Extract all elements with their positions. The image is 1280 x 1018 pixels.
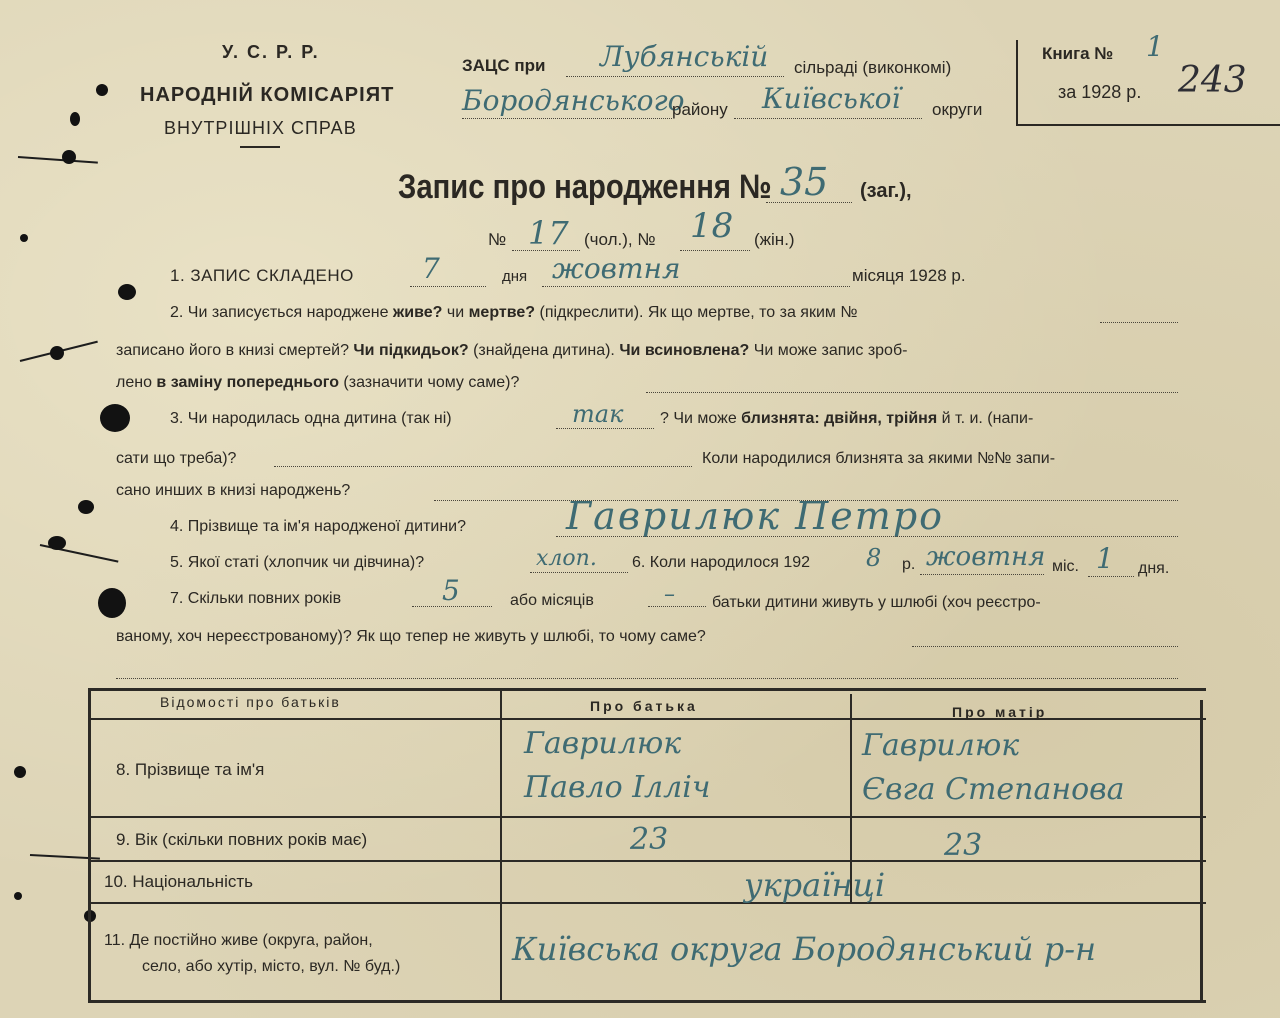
table-row-line [88, 816, 1206, 818]
row11-label-line2: село, або хутір, місто, вул. № буд.) [142, 958, 401, 975]
q7-line1c: батьки дитини живуть у шлюбі (хоч реєстро- [712, 594, 1041, 611]
q7-months-handwritten: – [664, 582, 675, 607]
q3-answer-line [556, 428, 654, 429]
district-suffix: району [672, 100, 728, 119]
q3-text-a: 3. Чи народилась одна дитина (так ні) [170, 410, 452, 427]
q4-label: 4. Прізвище та ім'я народженої дитини? [170, 518, 467, 535]
table-col-line [500, 690, 502, 1002]
q2-foundling: Чи підкидьок? [353, 342, 469, 359]
female-number-line [680, 250, 750, 251]
q6-year-handwritten: 8 [866, 544, 882, 572]
binder-hole [78, 500, 94, 514]
q1-day-line [410, 286, 486, 287]
q3-line1-rest [660, 410, 1033, 428]
table-row-line [88, 860, 1206, 862]
q3-line3: сано инших в книзі народжень? [116, 482, 351, 499]
q5-answer-line [530, 572, 628, 573]
q3-line2a: сати що треба)? [116, 450, 237, 467]
q7-line2: ваному, хоч нереєстрованому)? Як що тепер не живуть у шлюбі, то чому саме? [116, 628, 706, 645]
q6-day-label: дня. [1138, 560, 1170, 577]
row9-mother-age: 23 [944, 828, 983, 863]
male-label: (чол.), № [584, 230, 656, 249]
okrug-line [734, 118, 922, 119]
record-number-handwritten: 35 [780, 160, 829, 204]
q6-label: 6. Коли народилося 192 [632, 554, 811, 571]
row9-father-age: 23 [630, 822, 669, 857]
table-border-bottom [88, 1000, 1206, 1003]
q2-line1-fill [1100, 322, 1178, 323]
q3-line2-fill [274, 466, 692, 467]
q1-label: 1. ЗАПИС СКЛАДЕНО [170, 266, 354, 285]
q2-text-h: (зазначити чому саме)? [343, 374, 520, 391]
record-number-line [766, 202, 852, 203]
q1-month-label: місяця 1928 р. [852, 266, 966, 285]
q7-months-line [648, 606, 706, 607]
zags-prefix: ЗАЦС при [462, 56, 546, 75]
table-header-father: Про батька [590, 698, 698, 714]
row8-label: 8. Прізвище та ім'я [116, 760, 265, 779]
q6-day-line [1088, 576, 1134, 577]
q7-line1b: або місяців [510, 592, 594, 609]
row10-label: 10. Національність [104, 872, 253, 891]
q6-year-suffix: р. [902, 556, 916, 573]
q3-line1 [170, 410, 452, 428]
binder-hole [118, 284, 136, 300]
table-header-mother: Про матір [952, 704, 1048, 720]
q2-line1 [170, 304, 858, 322]
q2-alive: живе? [392, 304, 443, 321]
binder-hole [14, 766, 26, 778]
republic-label: У. С. Р. Р. [222, 42, 320, 62]
tear-mark [18, 156, 98, 164]
q2-line2 [116, 342, 907, 360]
female-label: (жін.) [754, 230, 795, 249]
q2-text-c: (підкреслити). Як що мертве, то за яким № [539, 304, 858, 321]
sub-number-prefix: № [488, 230, 507, 249]
okrug-suffix: округи [932, 100, 983, 119]
table-border-top [88, 688, 1206, 691]
q6-month-handwritten: жовтня [926, 542, 1046, 572]
q3-text-c: й т. и. (напи- [941, 410, 1034, 427]
q1-month-handwritten: жовтня [552, 252, 681, 285]
row8-mother-name: Євга Степанова [862, 772, 1125, 807]
row8-father-name: Павло Ілліч [524, 770, 711, 805]
q6-day-handwritten: 1 [1096, 542, 1114, 575]
book-year-label: за 1928 р. [1058, 82, 1142, 102]
binder-hole [96, 84, 108, 96]
q7-line1a: 7. Скільки повних років [170, 590, 342, 607]
row10-nationality: українці [744, 866, 886, 904]
table-border-left [88, 688, 91, 1003]
q3-answer-handwritten: так [572, 400, 624, 428]
book-extra-handwritten: 243 [1178, 60, 1247, 101]
q4-answer-line [556, 536, 1178, 537]
row8-father-surname: Гаврилюк [524, 726, 682, 761]
male-number-line [512, 250, 580, 251]
binder-hole [70, 112, 80, 126]
q4-answer-handwritten: Гаврилюк Петро [566, 494, 945, 538]
q2-text-d: записано його в книзі смертей? [116, 342, 349, 359]
q2-adopted: Чи всиновлена? [619, 342, 750, 359]
district-line [462, 118, 672, 119]
district-handwritten: Бородянського [462, 84, 685, 117]
book-label: Книга № [1042, 44, 1114, 63]
ministry-label: НАРОДНІЙ КОМІСАРІЯТ [140, 84, 395, 106]
binder-hole [48, 536, 66, 550]
department-label: ВНУТРІШНІХ СПРАВ [164, 118, 357, 138]
binder-hole [62, 150, 76, 164]
q1-month-line [542, 286, 850, 287]
binder-hole [50, 346, 64, 360]
q1-day-handwritten: 7 [422, 252, 440, 285]
q2-dead: мертве? [468, 304, 536, 321]
q7-line3-fill [116, 678, 1178, 679]
book-number-handwritten: 1 [1146, 30, 1164, 63]
q7-line2-fill [912, 646, 1178, 647]
q5-label: 5. Якої статі (хлопчик чи дівчина)? [170, 554, 425, 571]
row11-label-line1: 11. Де постійно живе (округа, район, [104, 932, 373, 949]
male-number-handwritten: 17 [528, 214, 569, 252]
table-border-right [1200, 700, 1203, 1003]
q2-replacement: в заміну попереднього [156, 374, 339, 391]
q3-twins2: двійня, трійня [824, 410, 938, 427]
q2-line3 [116, 374, 519, 392]
q2-text-f: Чи може запис зроб- [753, 342, 908, 359]
q2-text-b: чи [446, 304, 465, 321]
q2-text-g: лено [116, 374, 152, 391]
village-handwritten: Лубянській [600, 40, 769, 73]
q3-text-b: ? Чи може [660, 410, 737, 427]
binder-hole [100, 404, 130, 432]
q7-years-line [412, 606, 492, 607]
q2-line3-fill [646, 392, 1178, 393]
binder-hole [14, 892, 22, 900]
binder-hole [20, 234, 28, 242]
row11-address: Київська округа Бородянський р-н [512, 930, 1097, 968]
record-title: Запис про народження № [398, 168, 772, 206]
village-line [566, 76, 784, 77]
q3-line2b: Коли народилися близнята за якими №№ запи- [702, 450, 1056, 467]
q1-day-label: дня [502, 268, 528, 285]
q7-years-handwritten: 5 [442, 574, 460, 607]
binder-hole [98, 588, 126, 618]
okrug-handwritten: Київської [762, 82, 901, 115]
table-row-line [88, 902, 1206, 904]
female-number-handwritten: 18 [690, 206, 734, 246]
q6-month-label: міс. [1052, 558, 1079, 575]
table-header-info: Відомості про батьків [160, 694, 341, 710]
village-suffix: сільраді (виконкомі) [794, 58, 952, 77]
q5-answer-handwritten: хлоп. [536, 546, 597, 571]
row9-label: 9. Вік (скільки повних років має) [116, 830, 368, 849]
q3-twins: близнята: [741, 410, 820, 427]
q6-month-line [920, 574, 1044, 575]
record-title-suffix: (заг.), [860, 180, 912, 202]
row8-mother-surname: Гаврилюк [862, 728, 1020, 763]
header-divider [240, 146, 280, 148]
q2-text-a: 2. Чи записується народжене [170, 304, 389, 321]
q2-text-e: (знайдена дитина). [473, 342, 615, 359]
